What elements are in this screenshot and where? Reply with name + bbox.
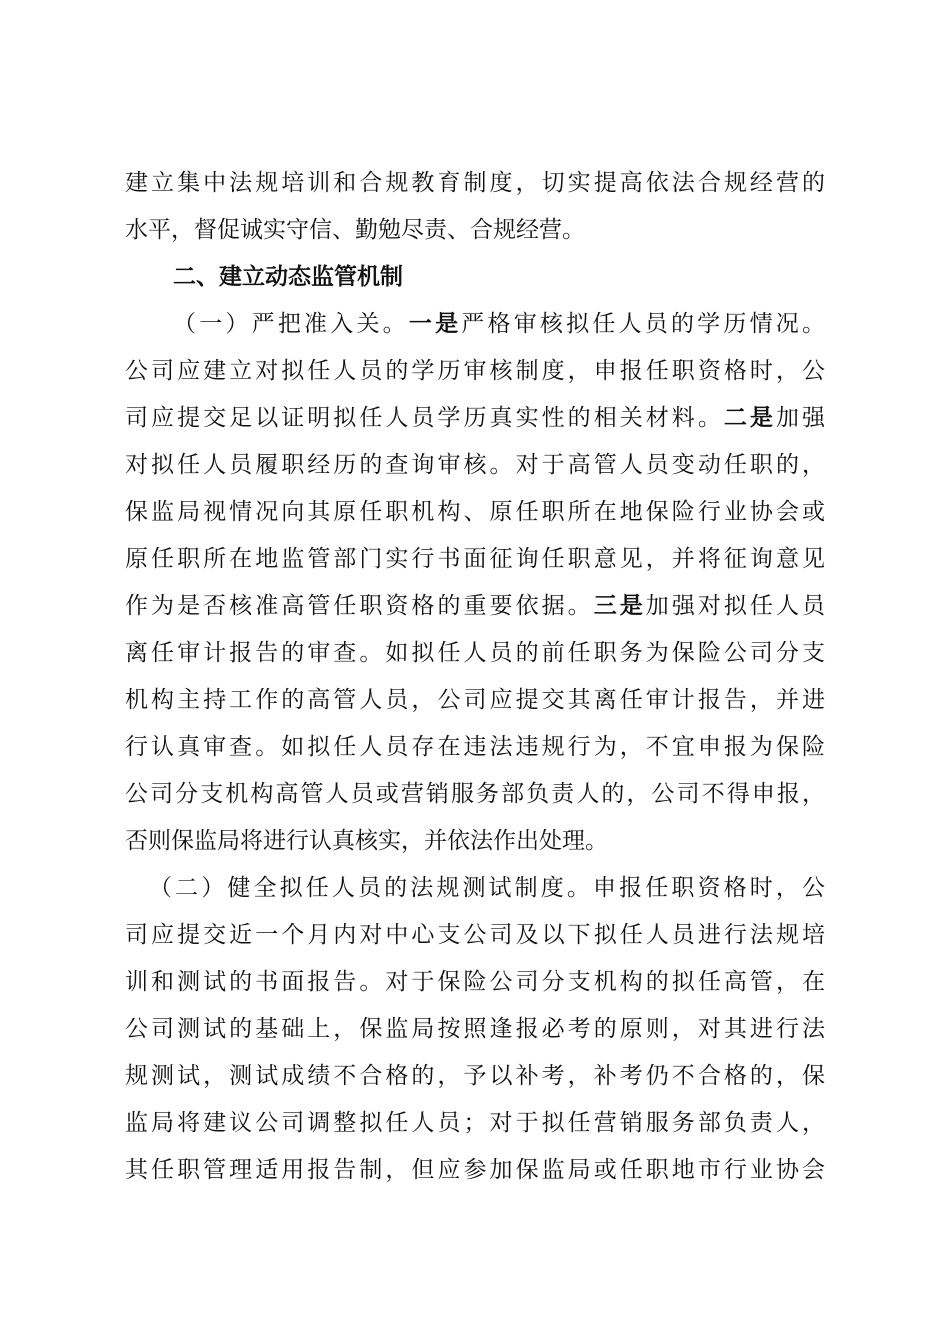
text-line: 公司测试的基础上，保监局按照逢报必考的原则，对其进行法 [125, 1016, 825, 1042]
text-line [125, 583, 825, 630]
text-run: 加强对拟任人员 [645, 593, 826, 619]
paragraph-1 [125, 160, 825, 254]
text-line: 行认真审查。如拟任人员存在违法违规行为，不宜申报为保险 [125, 734, 825, 760]
text-run: 严格审核拟任人员的学历情况。 [461, 311, 826, 337]
paragraph-3 [125, 865, 825, 1194]
text-line: 建立集中法规培训和合规教育制度，切实提高依法合规经营的 [125, 170, 825, 196]
text-run: （一）严把准入关。 [173, 311, 409, 337]
text-line: 保监局视情况向其原任职机构、原任职所在地保险行业协会或 [125, 499, 825, 525]
text-line: 水平，督促诚实守信、勤勉尽责、合规经营。 [125, 217, 585, 243]
text-line: 对拟任人员履职经历的查询审核。对于高管人员变动任职的， [125, 452, 825, 478]
text-run: 作为是否核准高管任职资格的重要依据。 [125, 593, 594, 619]
text-line: 否则保监局将进行认真核实，并依法作出处理。 [125, 828, 608, 854]
text-line: 公司应建立对拟任人员的学历审核制度，申报任职资格时，公 [125, 358, 825, 384]
text-line [125, 395, 825, 442]
text-run: 加强 [775, 405, 826, 431]
text-line: 原任职所在地监管部门实行书面征询任职意见，并将征询意见 [125, 546, 825, 572]
emphasis-text: 三是 [593, 593, 646, 619]
text-line: 机构主持工作的高管人员，公司应提交其离任审计报告，并进 [125, 687, 825, 713]
section-heading: 二、建立动态监管机制 [173, 264, 403, 290]
text-line: 规测试，测试成绩不合格的，予以补考，补考仍不合格的，保 [125, 1063, 825, 1089]
text-line: 离任审计报告的审查。如拟任人员的前任职务为保险公司分支 [125, 640, 825, 666]
emphasis-text: 一是 [408, 311, 462, 337]
text-line: 司应提交近一个月内对中心支公司及以下拟任人员进行法规培 [125, 922, 825, 948]
text-line: 其任职管理适用报告制，但应参加保监局或任职地市行业协会 [125, 1157, 825, 1183]
text-line [125, 301, 825, 348]
emphasis-text: 二是 [723, 405, 776, 431]
text-line: （二）健全拟任人员的法规测试制度。申报任职资格时，公 [149, 875, 825, 901]
text-line: 公司分支机构高管人员或营销服务部负责人的，公司不得申报， [125, 781, 825, 807]
document-body [125, 160, 825, 1194]
text-line: 训和测试的书面报告。对于保险公司分支机构的拟任高管，在 [125, 969, 825, 995]
text-line: 监局将建议公司调整拟任人员；对于拟任营销服务部负责人， [125, 1110, 825, 1136]
text-run: 司应提交足以证明拟任人员学历真实性的相关材料。 [125, 405, 724, 431]
paragraph-2 [125, 301, 825, 865]
